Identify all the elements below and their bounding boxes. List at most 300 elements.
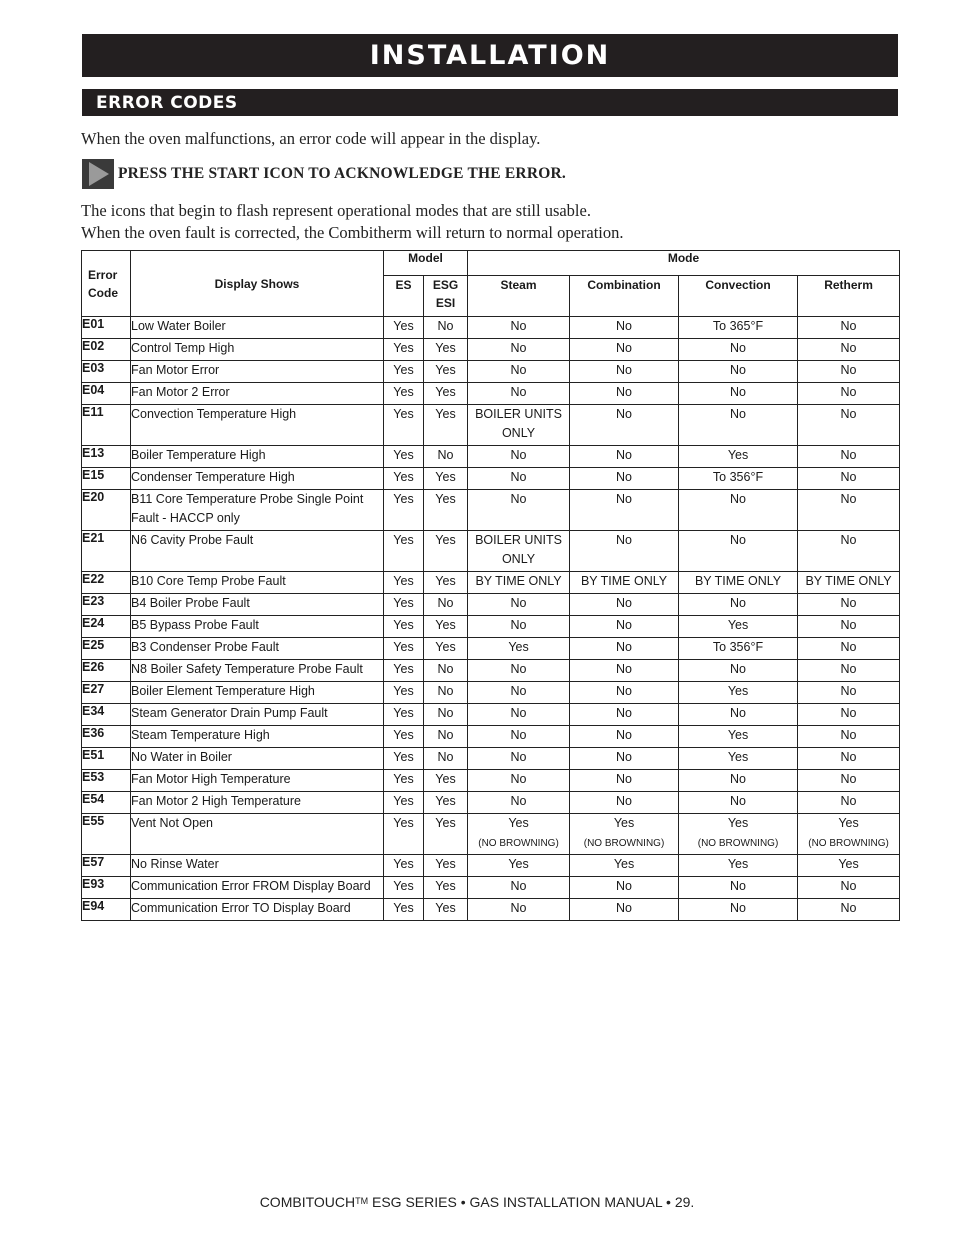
footer-manual-info: ESG SERIES • GAS INSTALLATION MANUAL • 29. [368, 1194, 695, 1210]
mode-convection-cell [679, 317, 798, 339]
mode-steam-cell [468, 682, 570, 704]
display-shows-cell [131, 704, 384, 726]
mode-combination-cell [570, 770, 679, 792]
mode-convection-cell [679, 660, 798, 682]
model-esg-esi-value: Yes [435, 772, 456, 786]
mode-steam-value: No [510, 728, 527, 742]
model-es-cell [384, 446, 424, 468]
error-code-value: E55 [82, 814, 105, 828]
mode-retherm-cell [798, 660, 900, 682]
mode-combination-cell [570, 468, 679, 490]
error-code-value: E57 [82, 855, 105, 869]
mode-convection-cell [679, 792, 798, 814]
mode-retherm-value: Yes [838, 857, 859, 871]
display-shows-value: B5 Bypass Probe Fault [131, 618, 259, 632]
mode-combination-cell [570, 572, 679, 594]
model-esg-esi-value: Yes [435, 574, 456, 588]
table-row [82, 899, 900, 921]
mode-steam-cell [468, 792, 570, 814]
model-es-value: Yes [393, 385, 414, 399]
table-row [82, 531, 900, 572]
model-esg-esi-cell [424, 572, 468, 594]
model-esg-esi-value: Yes [435, 385, 456, 399]
header-steam: Steam [468, 276, 570, 317]
display-shows-value: B4 Boiler Probe Fault [131, 596, 250, 610]
mode-combination-cell [570, 748, 679, 770]
mode-combination-value: No [616, 901, 632, 915]
model-es-cell [384, 572, 424, 594]
mode-convection-value: BY TIME ONLY [694, 574, 782, 588]
error-code-value: E53 [82, 770, 105, 784]
mode-retherm-value: No [840, 901, 857, 915]
display-shows-value: No Water in Boiler [131, 750, 232, 764]
mode-retherm-value: BY TIME ONLY [805, 574, 892, 588]
mode-convection-cell [679, 877, 798, 899]
display-shows-cell [131, 594, 384, 616]
model-esg-esi-cell [424, 594, 468, 616]
display-shows-cell [131, 490, 384, 531]
display-shows-cell [131, 660, 384, 682]
error-code-cell [82, 383, 131, 405]
header-error-code-line2: Code [88, 285, 118, 300]
display-shows-cell [131, 792, 384, 814]
no-browning-note: (NO BROWNING) [697, 838, 779, 849]
model-es-cell [384, 317, 424, 339]
model-esg-esi-cell [424, 405, 468, 446]
mode-combination-value: No [616, 448, 632, 462]
mode-convection-value: Yes [727, 684, 749, 698]
model-es-cell [384, 770, 424, 792]
error-code-value: E13 [82, 446, 105, 460]
display-shows-value: Low Water Boiler [131, 319, 226, 333]
mode-combination-value: No [616, 363, 632, 377]
model-esg-esi-value: Yes [435, 492, 456, 506]
mode-combination-cell [570, 704, 679, 726]
mode-combination-cell [570, 638, 679, 660]
model-es-value: Yes [393, 363, 414, 377]
footer-brand: COMBITOUCH [259, 1194, 356, 1210]
model-es-cell [384, 855, 424, 877]
table-row [82, 339, 900, 361]
model-es-value: Yes [393, 750, 414, 764]
mode-combination-value: No [616, 492, 632, 506]
model-esg-esi-value: Yes [435, 640, 456, 654]
mode-combination-cell [570, 383, 679, 405]
mode-retherm-cell [798, 638, 900, 660]
mode-combination-cell [570, 446, 679, 468]
mode-combination-cell [570, 531, 679, 572]
mode-combination-value: Yes [613, 816, 635, 830]
mode-steam-cell [468, 770, 570, 792]
paragraph-line-2: When the oven fault is corrected, the Combitherm will return to normal operation. [81, 223, 624, 242]
display-shows-cell [131, 339, 384, 361]
display-shows-cell [131, 572, 384, 594]
mode-retherm-cell [798, 405, 900, 446]
mode-convection-value: No [730, 385, 746, 399]
header-esg: ESG [432, 278, 459, 292]
mode-steam-value: No [510, 448, 527, 462]
error-code-value: E02 [82, 339, 105, 353]
error-code-value: E54 [82, 792, 105, 806]
mode-retherm-cell [798, 899, 900, 921]
mode-combination-value: No [616, 319, 632, 333]
mode-retherm-value: No [840, 363, 857, 377]
mode-convection-value: No [730, 341, 746, 355]
mode-convection-value: To 365°F [712, 319, 764, 333]
model-esg-esi-cell [424, 877, 468, 899]
model-es-cell [384, 660, 424, 682]
table-row [82, 704, 900, 726]
mode-steam-cell [468, 361, 570, 383]
model-es-value: Yes [393, 470, 414, 484]
mode-convection-cell [679, 770, 798, 792]
model-es-cell [384, 899, 424, 921]
display-shows-value: Communication Error FROM Display Board [131, 879, 371, 893]
mode-retherm-value: No [840, 684, 857, 698]
error-code-cell [82, 594, 131, 616]
table-header-row-1 [82, 251, 900, 276]
mode-retherm-value: No [840, 319, 857, 333]
display-shows-value: Communication Error TO Display Board [131, 901, 351, 915]
mode-steam-value: No [510, 901, 527, 915]
mode-convection-value: To 356°F [712, 640, 764, 654]
mode-steam-cell [468, 446, 570, 468]
header-combination: Combination [570, 276, 679, 317]
model-esg-esi-cell [424, 814, 468, 855]
mode-retherm-cell [798, 855, 900, 877]
mode-combination-value: No [616, 879, 632, 893]
error-code-cell [82, 638, 131, 660]
mode-retherm-cell [798, 361, 900, 383]
mode-convection-cell [679, 814, 798, 855]
model-es-cell [384, 405, 424, 446]
model-es-value: Yes [393, 857, 414, 871]
mode-retherm-cell [798, 748, 900, 770]
error-code-value: E15 [82, 468, 105, 482]
mode-convection-value: No [730, 662, 746, 676]
model-es-cell [384, 361, 424, 383]
mode-steam-cell [468, 405, 570, 446]
table-row [82, 638, 900, 660]
model-es-value: Yes [393, 407, 414, 421]
model-es-cell [384, 682, 424, 704]
mode-combination-cell [570, 792, 679, 814]
error-code-value: E01 [82, 317, 105, 331]
footer-trademark: TM [355, 1196, 369, 1206]
mode-retherm-cell [798, 704, 900, 726]
model-es-cell [384, 531, 424, 572]
mode-convection-value: No [730, 772, 746, 786]
mode-steam-cell [468, 899, 570, 921]
error-code-value: E04 [82, 383, 105, 397]
model-es-value: Yes [393, 533, 414, 547]
model-es-cell [384, 877, 424, 899]
model-esg-esi-cell [424, 317, 468, 339]
mode-steam-value: Yes [508, 857, 529, 871]
table-row [82, 877, 900, 899]
mode-combination-cell [570, 490, 679, 531]
mode-convection-cell [679, 726, 798, 748]
mode-combination-value: No [616, 640, 632, 654]
display-shows-value: Boiler Element Temperature High [131, 684, 315, 698]
model-esg-esi-value: Yes [435, 470, 456, 484]
table-row [82, 616, 900, 638]
mode-retherm-value: No [840, 533, 857, 547]
error-code-cell [82, 339, 131, 361]
header-model: Model [384, 251, 468, 276]
mode-retherm-value: No [840, 470, 857, 484]
mode-combination-value: No [616, 385, 632, 399]
mode-retherm-cell [798, 446, 900, 468]
error-code-value: E22 [82, 572, 105, 586]
error-code-cell [82, 468, 131, 490]
model-esg-esi-cell [424, 770, 468, 792]
display-shows-value: Fan Motor 2 Error [131, 385, 230, 399]
table-row [82, 405, 900, 446]
display-shows-cell [131, 383, 384, 405]
mode-combination-cell [570, 361, 679, 383]
no-browning-note: (NO BROWNING) [808, 838, 889, 849]
table-row [82, 855, 900, 877]
model-es-value: Yes [393, 341, 414, 355]
mode-convection-value: Yes [727, 448, 749, 462]
model-es-cell [384, 704, 424, 726]
model-esg-esi-value: Yes [435, 618, 456, 632]
model-es-cell [384, 490, 424, 531]
model-esg-esi-cell [424, 361, 468, 383]
mode-steam-value: No [510, 492, 527, 506]
model-esg-esi-cell [424, 383, 468, 405]
mode-convection-value: No [730, 492, 746, 506]
mode-steam-value: No [510, 879, 527, 893]
mode-combination-value: No [616, 794, 632, 808]
table-row [82, 748, 900, 770]
mode-retherm-value: No [840, 385, 857, 399]
display-shows-value: B11 Core Temperature Probe Single Point Fault - HACCP only [131, 492, 364, 525]
model-es-value: Yes [393, 448, 414, 462]
mode-combination-cell [570, 726, 679, 748]
mode-steam-cell [468, 704, 570, 726]
display-shows-value: No Rinse Water [131, 857, 219, 871]
error-code-cell [82, 704, 131, 726]
display-shows-cell [131, 468, 384, 490]
model-esg-esi-cell [424, 638, 468, 660]
mode-combination-value: No [616, 341, 632, 355]
mode-steam-value: No [510, 618, 527, 632]
display-shows-cell [131, 726, 384, 748]
display-shows-cell [131, 682, 384, 704]
mode-steam-value: No [510, 596, 527, 610]
model-esg-esi-cell [424, 531, 468, 572]
paragraph-line-1: The icons that begin to flash represent operational modes that are still usable. [81, 201, 591, 220]
mode-steam-cell [468, 572, 570, 594]
model-es-value: Yes [393, 319, 414, 333]
mode-retherm-cell [798, 770, 900, 792]
mode-convection-value: No [730, 407, 746, 421]
mode-combination-cell [570, 814, 679, 855]
mode-retherm-cell [798, 572, 900, 594]
mode-retherm-value: No [840, 728, 857, 742]
model-esg-esi-cell [424, 855, 468, 877]
mode-combination-value: BY TIME ONLY [580, 574, 668, 588]
table-row [82, 468, 900, 490]
table-row [82, 361, 900, 383]
model-esg-esi-cell [424, 616, 468, 638]
model-es-value: Yes [393, 618, 414, 632]
model-esg-esi-value: Yes [435, 533, 456, 547]
mode-steam-cell [468, 339, 570, 361]
mode-combination-cell [570, 682, 679, 704]
error-codes-table [81, 250, 900, 921]
model-esg-esi-value: No [437, 706, 454, 720]
error-code-value: E20 [82, 490, 105, 504]
error-code-cell [82, 748, 131, 770]
model-esg-esi-cell [424, 704, 468, 726]
model-esg-esi-cell [424, 792, 468, 814]
header-convection: Convection [679, 276, 798, 317]
mode-retherm-value: No [840, 772, 857, 786]
error-code-value: E11 [82, 405, 104, 419]
model-esg-esi-value: No [437, 662, 454, 676]
error-code-cell [82, 616, 131, 638]
error-code-value: E26 [82, 660, 105, 674]
table-row [82, 726, 900, 748]
mode-combination-cell [570, 405, 679, 446]
header-esg-esi [424, 276, 468, 317]
display-shows-cell [131, 616, 384, 638]
error-code-cell [82, 792, 131, 814]
header-display-shows: Display Shows [131, 251, 384, 317]
display-shows-value: Fan Motor High Temperature [131, 772, 291, 786]
model-esg-esi-value: Yes [435, 816, 456, 830]
error-code-cell [82, 855, 131, 877]
mode-convection-cell [679, 899, 798, 921]
mode-retherm-value: No [840, 618, 857, 632]
model-esg-esi-value: Yes [435, 794, 456, 808]
mode-steam-value: No [510, 706, 527, 720]
mode-steam-cell [468, 638, 570, 660]
display-shows-cell [131, 814, 384, 855]
mode-steam-cell [468, 531, 570, 572]
model-esg-esi-cell [424, 899, 468, 921]
page-title: INSTALLATION [369, 40, 611, 71]
mode-steam-cell [468, 814, 570, 855]
model-es-value: Yes [393, 574, 414, 588]
error-code-cell [82, 405, 131, 446]
mode-combination-value: No [616, 662, 632, 676]
header-error-code-line1: Error [88, 267, 118, 282]
error-code-value: E34 [82, 704, 105, 718]
mode-steam-value: Yes [508, 640, 529, 654]
mode-convection-value: No [730, 533, 746, 547]
display-shows-cell [131, 405, 384, 446]
display-shows-value: Fan Motor Error [131, 363, 220, 377]
mode-retherm-cell [798, 682, 900, 704]
mode-retherm-value: No [840, 794, 857, 808]
model-es-value: Yes [393, 640, 414, 654]
mode-combination-value: No [616, 706, 632, 720]
display-shows-value: N8 Boiler Safety Temperature Probe Fault [131, 662, 363, 676]
mode-convection-cell [679, 405, 798, 446]
model-es-value: Yes [393, 816, 414, 830]
display-shows-cell [131, 446, 384, 468]
mode-combination-cell [570, 660, 679, 682]
mode-retherm-cell [798, 531, 900, 572]
mode-steam-value: BOILER UNITS ONLY [475, 533, 562, 566]
model-esg-esi-cell [424, 446, 468, 468]
mode-combination-cell [570, 877, 679, 899]
model-esg-esi-cell [424, 726, 468, 748]
mode-retherm-value: No [840, 750, 857, 764]
mode-steam-cell [468, 317, 570, 339]
mode-combination-value: No [616, 684, 632, 698]
mode-combination-value: No [616, 407, 632, 421]
error-code-cell [82, 490, 131, 531]
mode-steam-cell [468, 468, 570, 490]
display-shows-cell [131, 748, 384, 770]
error-code-cell [82, 446, 131, 468]
display-shows-value: Condenser Temperature High [131, 470, 295, 484]
display-shows-value: Vent Not Open [131, 816, 214, 830]
mode-convection-cell [679, 682, 798, 704]
mode-convection-value: No [730, 596, 746, 610]
mode-convection-cell [679, 855, 798, 877]
start-icon [82, 159, 114, 189]
table-row [82, 660, 900, 682]
display-shows-value: B10 Core Temp Probe Fault [131, 574, 286, 588]
model-es-cell [384, 638, 424, 660]
mode-convection-cell [679, 446, 798, 468]
error-code-cell [82, 317, 131, 339]
error-code-value: E51 [82, 748, 105, 762]
model-esg-esi-value: Yes [435, 879, 456, 893]
model-esg-esi-cell [424, 339, 468, 361]
mode-convection-cell [679, 572, 798, 594]
model-es-value: Yes [393, 772, 414, 786]
model-esg-esi-value: No [437, 684, 454, 698]
error-rows [82, 317, 900, 921]
mode-combination-cell [570, 616, 679, 638]
mode-retherm-cell [798, 490, 900, 531]
model-esg-esi-value: Yes [435, 857, 456, 871]
mode-convection-value: No [730, 706, 746, 720]
table-row [82, 814, 900, 855]
display-shows-value: Boiler Temperature High [131, 448, 266, 462]
mode-steam-cell [468, 877, 570, 899]
mode-convection-value: No [730, 363, 746, 377]
mode-retherm-cell [798, 468, 900, 490]
intro-text: When the oven malfunctions, an error code will appear in the display. [81, 129, 541, 148]
mode-steam-value: No [510, 385, 527, 399]
press-start-instruction [82, 159, 566, 189]
error-code-cell [82, 361, 131, 383]
model-es-cell [384, 468, 424, 490]
model-es-cell [384, 726, 424, 748]
mode-convection-cell [679, 638, 798, 660]
page-title-banner [82, 34, 898, 77]
mode-retherm-cell [798, 792, 900, 814]
mode-steam-cell [468, 616, 570, 638]
mode-retherm-value: No [840, 640, 857, 654]
mode-steam-cell [468, 660, 570, 682]
mode-convection-cell [679, 383, 798, 405]
model-es-cell [384, 594, 424, 616]
error-code-value: E03 [82, 361, 105, 375]
model-es-value: Yes [393, 901, 414, 915]
error-code-value: E27 [82, 682, 105, 696]
mode-combination-cell [570, 899, 679, 921]
section-heading: ERROR CODES [96, 92, 238, 113]
